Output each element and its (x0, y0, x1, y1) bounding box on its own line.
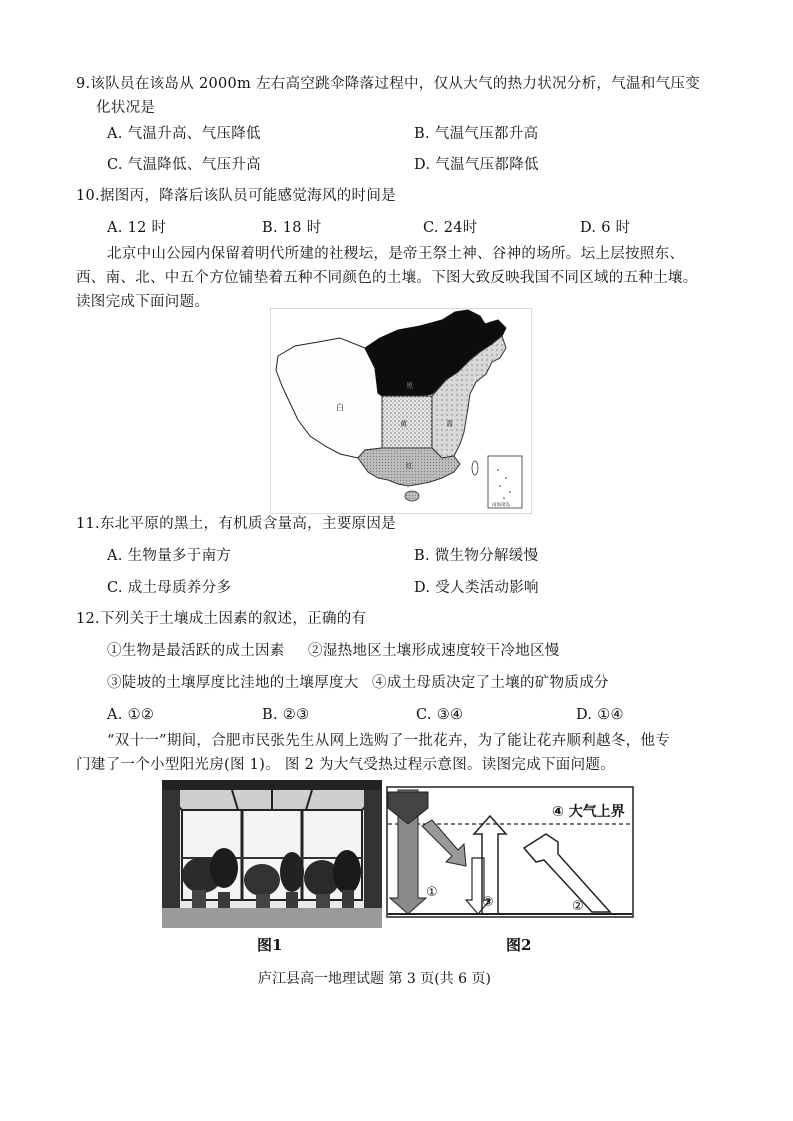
passage1-line3: 读图完成下面问题。 (76, 294, 210, 310)
fig2-mark-1: ① (426, 885, 438, 900)
fig1-sunroom-photo (162, 780, 382, 928)
fig2-mark-3: ③ (482, 895, 494, 910)
q10-option-d: D. 6 时 (580, 220, 631, 236)
q9-option-c: C. 气温降低、气压升高 (107, 157, 261, 173)
q12-option-d: D. ①④ (576, 707, 624, 723)
map-region-white (276, 338, 382, 458)
q12-statement-1: ①生物是最活跃的成土因素 (107, 643, 285, 659)
q11-option-d: D. 受人类活动影响 (414, 580, 539, 596)
fig2-caption: 图2 (506, 936, 532, 954)
q9-option-d: D. 气温气压都降低 (414, 157, 539, 173)
q12-statement-3: ③陡坡的土壤厚度比洼地的土壤厚度大 (107, 675, 359, 691)
soil-map (270, 308, 532, 514)
q12-stem: 12.下列关于土壤成土因素的叙述，正确的有 (76, 611, 367, 627)
fig2-atmosphere-diagram (386, 786, 634, 918)
q10-option-a: A. 12 时 (107, 220, 167, 236)
map-region-yellow (382, 396, 432, 448)
q9-option-b: B. 气温气压都升高 (414, 126, 539, 142)
fig1-caption: 图1 (257, 936, 283, 954)
fig2-top-label: ④ 大气上界 (552, 804, 625, 820)
q12-statement-4: ④成土母质决定了土壤的矿物质成分 (372, 675, 609, 691)
map-hainan (405, 491, 419, 501)
passage2-line1: “双十一”期间，合肥市民张先生从网上选购了一批花卉，为了能让花卉顺利越冬，他专 (107, 733, 671, 749)
passage2-line2: 门建了一个小型阳光房(图 1)。 图 2 为大气受热过程示意图。读图完成下面问题。 (76, 757, 615, 773)
q12-statement-2: ②湿热地区土壤形成速度较干冷地区慢 (308, 643, 560, 659)
q12-option-a: A. ①② (107, 707, 155, 723)
passage1-line2: 西、南、北、中五个方位铺垫着五种不同颜色的土壤。下图大致反映我国不同区域的五种土壤。 (76, 270, 698, 286)
q10-option-b: B. 18 时 (262, 220, 322, 236)
q9-stem-line1: 9.该队员在该岛从 2000m 左右高空跳伞降落过程中，仅从大气的热力状况分析，气温和气压变 (76, 76, 700, 92)
passage1-line1: 北京中山公园内保留着明代所建的社稷坛，是帝王祭土神、谷神的场所。坛上层按照东、 (107, 246, 685, 262)
map-taiwan (472, 461, 478, 475)
q12-option-b: B. ②③ (262, 707, 310, 723)
map-label-black: 黑 (406, 382, 413, 390)
map-label-green: 青 (446, 420, 453, 428)
page-footer: 庐江县高一地理试题 第 3 页(共 6 页) (258, 971, 491, 987)
map-label-red: 红 (406, 462, 413, 470)
q9-option-a: A. 气温升高、气压降低 (107, 126, 261, 142)
map-label-yellow: 黄 (400, 420, 407, 428)
q11-stem: 11.东北平原的黑土，有机质含量高，主要原因是 (76, 516, 396, 532)
q11-option-a: A. 生物量多于南方 (107, 548, 232, 564)
q11-option-b: B. 微生物分解缓慢 (414, 548, 539, 564)
q10-stem: 10.据图丙，降落后该队员可能感觉海风的时间是 (76, 188, 396, 204)
q9-stem-line2: 化状况是 (96, 100, 156, 116)
q12-option-c: C. ③④ (416, 707, 464, 723)
map-label-white: 白 (336, 403, 344, 412)
fig2-mark-2: ② (572, 899, 584, 914)
map-inset-box (488, 456, 522, 508)
q10-option-c: C. 24时 (423, 220, 478, 236)
map-inset-label: 南海诸岛 (492, 503, 510, 508)
q11-option-c: C. 成土母质养分多 (107, 580, 232, 596)
